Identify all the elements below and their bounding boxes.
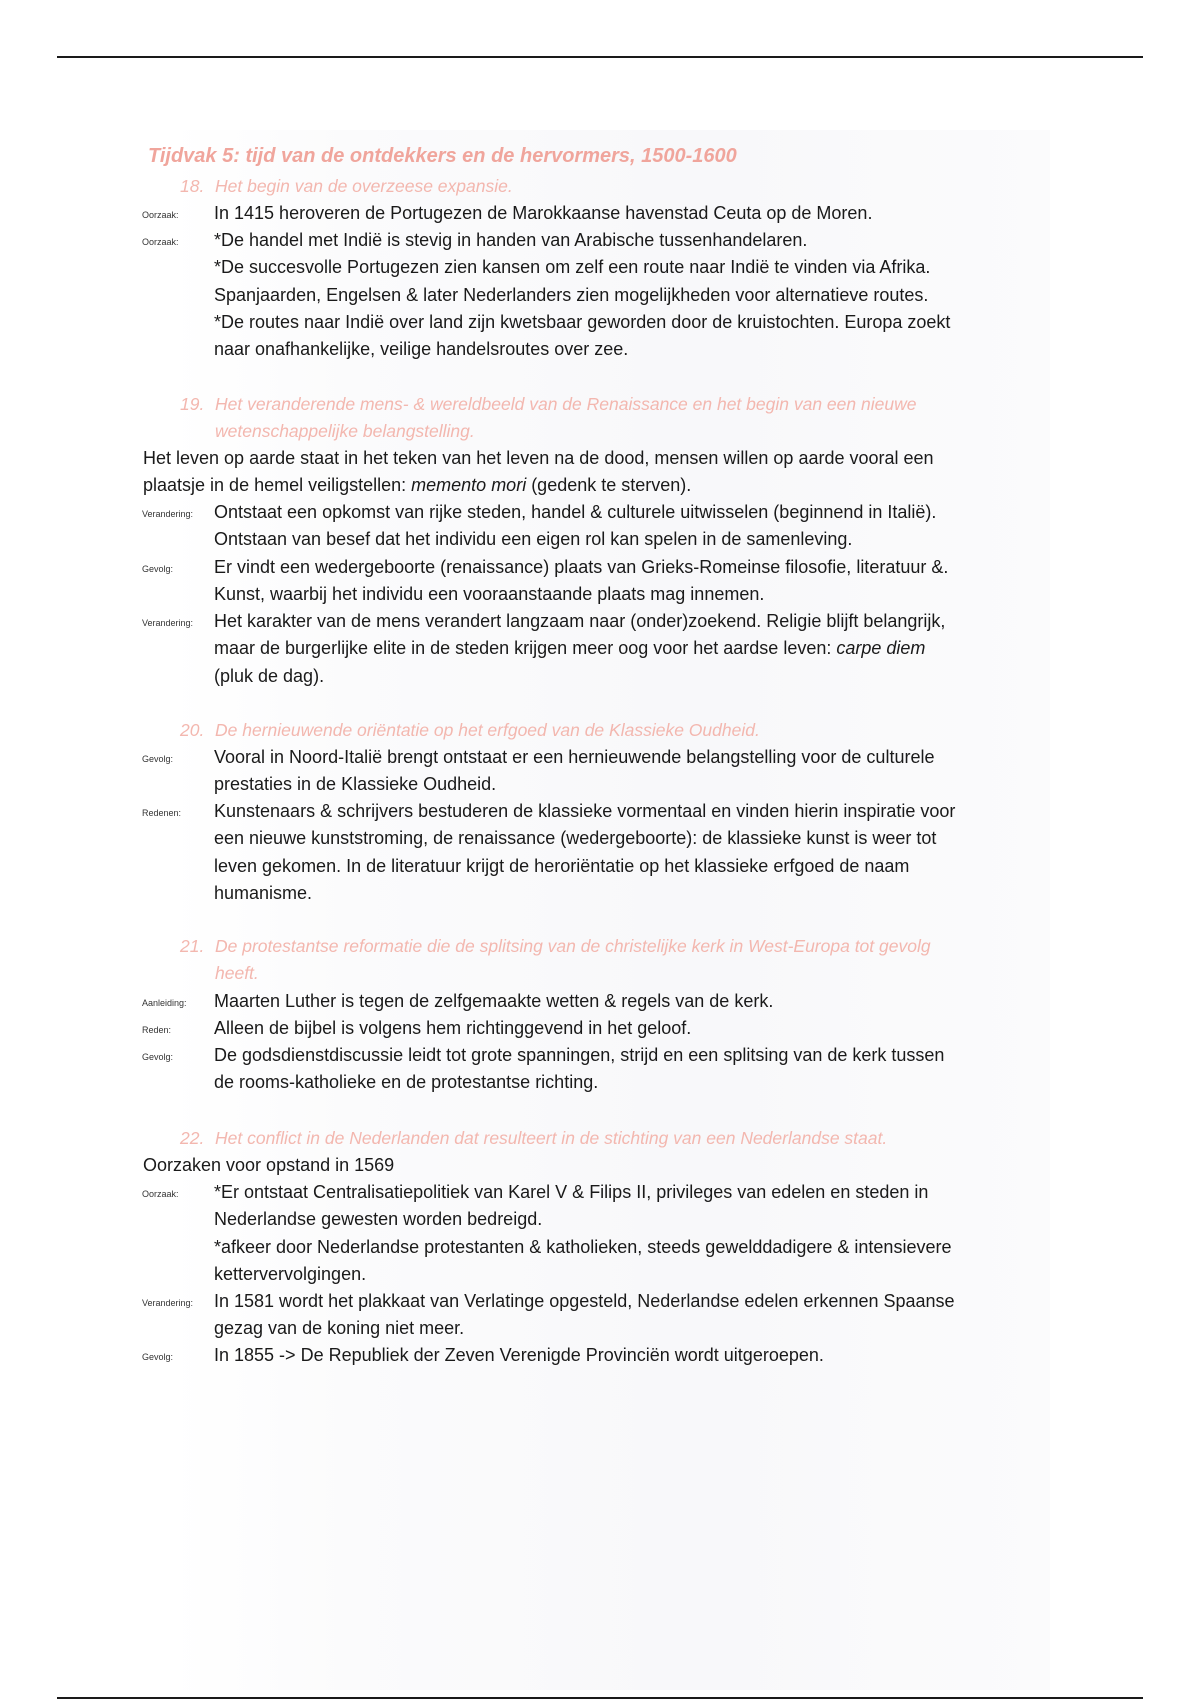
note-line: In 1581 wordt het plakkaat van Verlatinge opgesteld, Nederlandse edelen erkennen Spaanse — [214, 1291, 955, 1311]
note-text — [214, 1042, 1064, 1097]
note-text — [214, 608, 1064, 690]
section-number: 21. — [180, 936, 205, 956]
note-line: Vooral in Noord-Italië brengt ontstaat er een hernieuwende belangstelling voor de culturele — [214, 747, 935, 767]
note-line: Maarten Luther is tegen de zelfgemaakte wetten & regels van de kerk. — [214, 991, 774, 1011]
section-number: 22. — [180, 1128, 205, 1148]
note-line: In 1855 -> De Republiek der Zeven Verenigde Provinciën wordt uitgeroepen. — [214, 1345, 824, 1365]
note-line: *De handel met Indië is stevig in handen van Arabische tussenhandelaren. — [214, 230, 808, 250]
note-line: Kunstenaars & schrijvers bestuderen de klassieke vormentaal en vinden hierin inspiratie voor — [214, 801, 956, 821]
note-text — [214, 554, 1064, 609]
note-label: Aanleiding: — [142, 998, 187, 1008]
note-line: leven gekomen. In de literatuur krijgt de heroriëntatie op het klassieke erfgoed de naam — [214, 855, 910, 876]
section-title: Het conflict in de Nederlanden dat resulteert in de stichting van een Nederlandse staat. — [215, 1128, 888, 1148]
page-bottom-rule — [57, 1697, 1143, 1699]
intro-line: Het leven op aarde staat in het teken van het leven na de dood, mensen willen op aarde vooral een — [143, 448, 934, 468]
note-text — [214, 1288, 1064, 1343]
note-label: Oorzaak: — [142, 237, 179, 247]
section-title-line: De protestantse reformatie die de splitsing van de christelijke kerk in West-Europa tot gevolg — [215, 936, 931, 956]
section-intro: Oorzaken voor opstand in 1569 — [143, 1155, 395, 1175]
note-line: (pluk de dag). — [214, 665, 325, 686]
latin-phrase: memento mori — [411, 475, 527, 496]
section-title — [215, 933, 1055, 987]
note-line: *Er ontstaat Centralisatiepolitiek van Karel V & Filips II, privileges van edelen en steden in — [214, 1182, 929, 1202]
section-intro — [143, 445, 1063, 500]
note-line: Spanjaarden, Engelsen & later Nederlanders zien mogelijkheden voor alternatieve routes. — [214, 284, 929, 305]
note-line: In 1415 heroveren de Portugezen de Marokkaanse havenstad Ceuta op de Moren. — [214, 203, 873, 223]
note-line: gezag van de koning niet meer. — [214, 1318, 465, 1339]
section-number: 19. — [180, 394, 205, 414]
note-label: Gevolg: — [142, 754, 174, 764]
section-number: 18. — [180, 176, 205, 196]
note-text — [214, 1179, 1064, 1288]
note-line: de rooms-katholieke en de protestantse richting. — [214, 1072, 599, 1093]
note-label: Gevolg: — [142, 1052, 174, 1062]
intro-line — [143, 472, 1063, 499]
note-text — [214, 798, 1064, 907]
note-label: Verandering: — [142, 509, 194, 519]
note-line: De godsdienstdiscussie leidt tot grote spanningen, strijd en een splitsing van de kerk tussen — [214, 1045, 945, 1065]
intro-text: plaatsje in de hemel veiligstellen: — [143, 475, 412, 496]
section-title-line: heeft. — [215, 963, 259, 983]
note-label: Verandering: — [142, 1298, 194, 1308]
note-line: *De routes naar Indië over land zijn kwetsbaar geworden door de kruistochten. Europa zoekt — [214, 311, 951, 332]
note-text — [214, 227, 1064, 363]
note-line: Kunst, waarbij het individu een vooraanstaande plaats mag innemen. — [214, 584, 765, 605]
note-line: *De succesvolle Portugezen zien kansen om zelf een route naar Indië te vinden via Afrika. — [214, 257, 931, 278]
latin-phrase: carpe diem — [836, 638, 926, 659]
section-title: Het begin van de overzeese expansie. — [215, 176, 513, 196]
note-line: Nederlandse gewesten worden bedreigd. — [214, 1209, 543, 1230]
section-title-line: wetenschappelijke belangstelling. — [215, 421, 475, 441]
note-text-part: maar de burgerlijke elite in de steden krijgen meer oog voor het aardse leven: — [214, 638, 837, 659]
note-line: humanisme. — [214, 882, 313, 903]
section-title: De hernieuwende oriëntatie op het erfgoed van de Klassieke Oudheid. — [215, 720, 760, 740]
note-line: een nieuwe kunststroming, de renaissance (wedergeboorte): de klassieke kunst is weer tot — [214, 828, 937, 849]
note-text — [214, 499, 1064, 554]
note-line — [214, 635, 1064, 662]
note-line: Ontstaan van besef dat het individu een eigen rol kan spelen in de samenleving. — [214, 529, 853, 550]
note-label: Gevolg: — [142, 564, 174, 574]
note-line: Er vindt een wedergeboorte (renaissance) plaats van Grieks-Romeinse filosofie, literatuur &. — [214, 557, 949, 577]
note-line: *afkeer door Nederlandse protestanten & katholieken, steeds gewelddadigere & intensievere — [214, 1236, 952, 1257]
note-line: Alleen de bijbel is volgens hem richtinggevend in het geloof. — [214, 1018, 692, 1038]
note-text — [214, 1015, 1064, 1042]
section-title-line: Het veranderende mens- & wereldbeeld van de Renaissance en het begin van een nieuwe — [215, 394, 917, 414]
document-title: Tijdvak 5: tijd van de ontdekkers en de hervormers, 1500-1600 — [148, 145, 737, 167]
note-text — [214, 200, 1064, 227]
section-title — [215, 391, 1055, 445]
note-text — [214, 1342, 1064, 1369]
intro-text: (gedenk te sterven). — [526, 475, 692, 496]
note-label: Oorzaak: — [142, 210, 179, 220]
note-label: Oorzaak: — [142, 1189, 179, 1199]
note-text — [214, 744, 1064, 799]
note-label: Gevolg: — [142, 1352, 174, 1362]
note-line: Het karakter van de mens verandert langzaam naar (onder)zoekend. Religie blijft belangrijk, — [214, 611, 946, 631]
note-label: Verandering: — [142, 618, 194, 628]
note-line: prestaties in de Klassieke Oudheid. — [214, 774, 497, 795]
note-line: naar onafhankelijke, veilige handelsroutes over zee. — [214, 339, 629, 360]
note-label: Redenen: — [142, 808, 182, 818]
section-number: 20. — [180, 720, 205, 740]
note-label: Reden: — [142, 1025, 172, 1035]
note-line: kettervervolgingen. — [214, 1263, 367, 1284]
note-line: Ontstaat een opkomst van rijke steden, handel & culturele uitwisselen (beginnend in Italië). — [214, 502, 937, 522]
note-text — [214, 988, 1064, 1015]
